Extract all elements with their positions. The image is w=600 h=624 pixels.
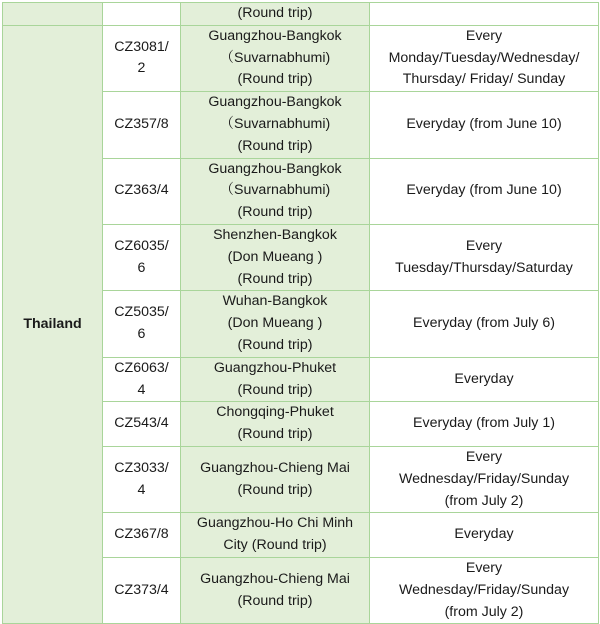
route-cell <box>181 224 370 290</box>
schedule-line: Every <box>465 237 503 254</box>
country-cell: Thailand <box>3 25 103 624</box>
schedule-cell <box>370 557 599 623</box>
flight-line: CZ5035/ <box>114 304 169 321</box>
flight-schedule-table <box>2 2 599 624</box>
schedule-cell <box>370 92 599 158</box>
flight-number-cell <box>103 446 181 512</box>
route-line: (Round trip) <box>237 481 313 498</box>
flight-line: CZ3081/ <box>114 38 169 55</box>
route-line: Guangzhou-Chieng Mai <box>200 459 350 476</box>
flight-number-cell <box>103 224 181 290</box>
flight-line: 2 <box>137 60 146 77</box>
schedule-line: Every <box>465 559 503 576</box>
flight-number-cell <box>103 92 181 158</box>
schedule-cell <box>370 513 599 558</box>
route-line: (Round trip) <box>237 204 313 221</box>
route-line: Chongqing-Phuket <box>216 404 334 421</box>
route-cell <box>181 291 370 357</box>
route-cell <box>181 513 370 558</box>
route-cell <box>181 357 370 402</box>
route-line: (Round trip) <box>237 137 313 154</box>
schedule-line: Wednesday/Friday/Sunday <box>398 581 570 598</box>
flight-line: 6 <box>137 259 146 276</box>
schedule-line: Everyday <box>454 526 514 543</box>
route-line: （Suvarnabhumi) <box>219 49 331 66</box>
flight-line: CZ6035/ <box>114 237 169 254</box>
schedule-line: (from July 2) <box>444 492 524 509</box>
schedule-cell <box>370 446 599 512</box>
flight-cell-continued <box>103 3 181 26</box>
schedule-line: Monday/Tuesday/Wednesday/ <box>388 49 580 66</box>
route-line: Shenzhen-Bangkok <box>213 226 337 243</box>
flight-line: CZ373/4 <box>114 581 169 598</box>
route-line: (Round trip) <box>237 381 313 398</box>
flight-line: CZ367/8 <box>114 526 169 543</box>
route-line: (Don Mueang ) <box>227 248 323 265</box>
flight-line: 4 <box>137 481 146 498</box>
schedule-line: Thursday/ Friday/ Sunday <box>402 71 566 88</box>
route-line: Guangzhou-Bangkok <box>208 160 342 177</box>
flight-line: 6 <box>137 326 146 343</box>
route-line: Guangzhou-Phuket <box>213 359 337 376</box>
flight-line: CZ6063/ <box>114 359 169 376</box>
route-line: City (Round trip) <box>223 537 327 554</box>
schedule-line: Everyday (from July 1) <box>413 415 555 432</box>
route-line: （Suvarnabhumi) <box>219 115 331 132</box>
schedule-cell-continued <box>370 3 599 26</box>
schedule-cell <box>370 224 599 290</box>
route-line: (Round trip) <box>237 270 313 287</box>
route-line: (Round trip) <box>237 592 313 609</box>
flight-line: CZ357/8 <box>114 115 169 132</box>
schedule-line: Tuesday/Thursday/Saturday <box>395 259 573 276</box>
schedule-line: Wednesday/Friday/Sunday <box>398 470 570 487</box>
schedule-cell <box>370 357 599 402</box>
schedule-line: (from July 2) <box>444 603 524 620</box>
country-cell-continued <box>3 3 103 26</box>
flight-line: CZ363/4 <box>114 182 169 199</box>
flight-number-cell <box>103 25 181 91</box>
flight-number-cell <box>103 158 181 224</box>
route-cell <box>181 557 370 623</box>
route-line: Guangzhou-Bangkok <box>208 27 342 44</box>
schedule-line: Every <box>465 448 503 465</box>
route-line: Guangzhou-Chieng Mai <box>200 570 350 587</box>
table-row <box>3 25 599 91</box>
route-cell-continued: (Round trip) <box>181 3 370 26</box>
schedule-line: Everyday (from June 10) <box>406 182 562 199</box>
route-cell <box>181 446 370 512</box>
route-cell <box>181 402 370 447</box>
flight-number-cell <box>103 291 181 357</box>
flight-line: 4 <box>137 381 146 398</box>
route-line: （Suvarnabhumi) <box>219 182 331 199</box>
schedule-line: Everyday (from July 6) <box>413 315 555 332</box>
table-body <box>3 3 599 624</box>
schedule-line: Everyday <box>454 370 514 387</box>
schedule-line: Every <box>465 27 503 44</box>
route-line: (Don Mueang ) <box>227 315 323 332</box>
flight-number-cell <box>103 557 181 623</box>
route-line: (Round trip) <box>237 71 313 88</box>
route-cell <box>181 158 370 224</box>
route-cell <box>181 25 370 91</box>
flight-number-cell <box>103 513 181 558</box>
flight-number-cell <box>103 357 181 402</box>
route-line: (Round trip) <box>237 336 313 353</box>
route-line: Wuhan-Bangkok <box>222 293 328 310</box>
flight-number-cell <box>103 402 181 447</box>
table-row-continued <box>3 3 599 26</box>
schedule-cell <box>370 158 599 224</box>
flight-line: CZ3033/ <box>114 459 169 476</box>
route-line: Guangzhou-Bangkok <box>208 94 342 111</box>
schedule-cell <box>370 25 599 91</box>
schedule-cell <box>370 291 599 357</box>
route-line: Guangzhou-Ho Chi Minh <box>196 515 354 532</box>
route-cell <box>181 92 370 158</box>
route-line: (Round trip) <box>237 426 313 443</box>
flight-line: CZ543/4 <box>114 415 169 432</box>
schedule-cell <box>370 402 599 447</box>
schedule-line: Everyday (from June 10) <box>406 115 562 132</box>
